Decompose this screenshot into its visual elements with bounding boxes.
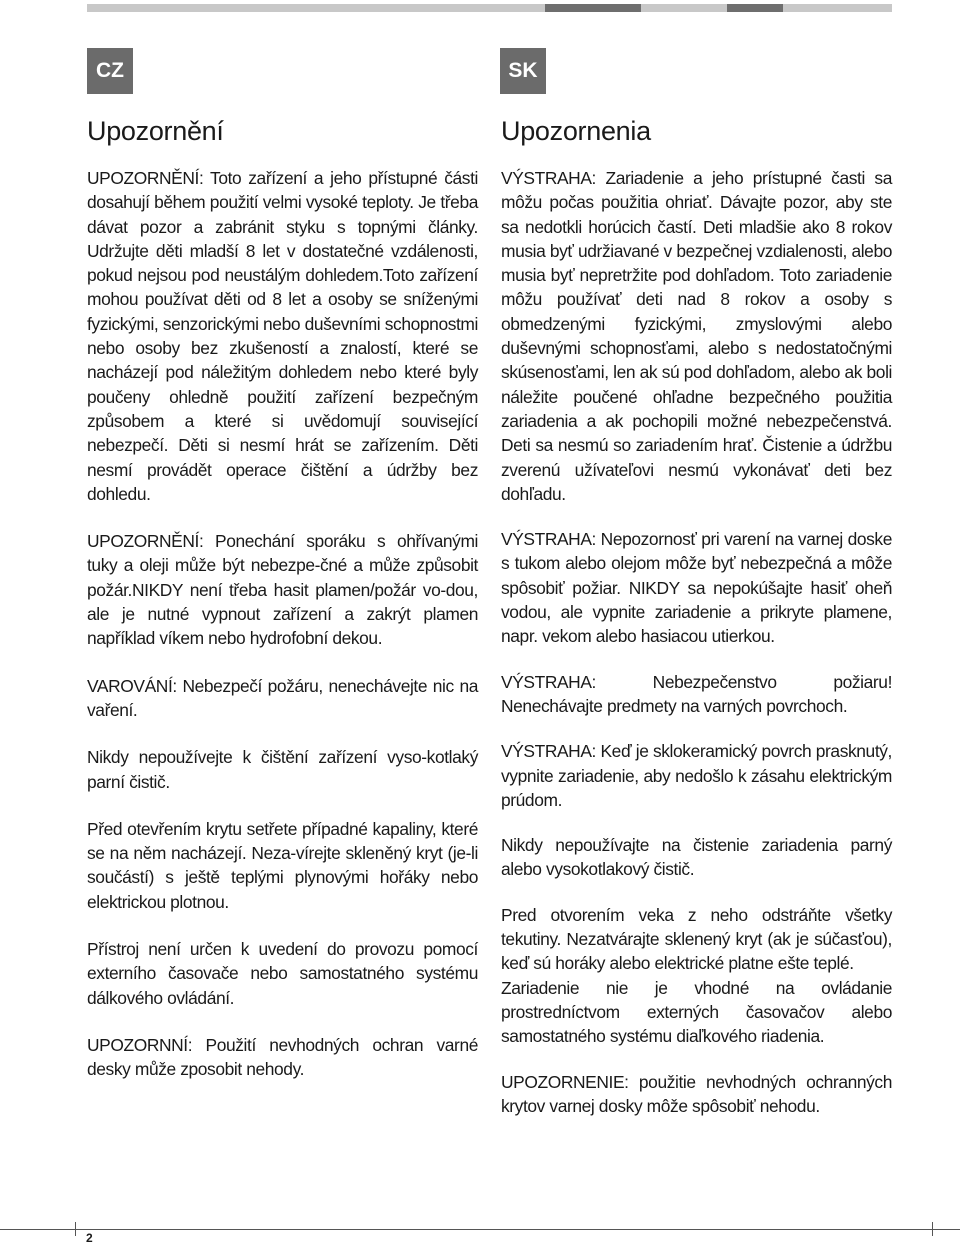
sk-paragraph: VÝSTRAHA: Nepozornosť pri varení na varnej doske s tukom alebo olejom môže byť nebezpečná a môže spôsobiť požiar. NIKDY sa nepokúšajte hasiť oheň vodou, ale vypnite zariadenie a prikryte plamene, napr. vekom alebo hasiacou utierkou. — [501, 529, 892, 647]
page-number: 2 — [86, 1231, 93, 1245]
sk-paragraph: UPOZORNENIE: použitie nevhodných ochranných krytov varnej dosky môže spôsobiť nehodu. — [501, 1071, 892, 1116]
footer-rule — [0, 1229, 960, 1230]
cz-paragraph: Přístroj není určen k uvedení do provozu pomocí externího časovače nebo samostatného systému dálkového ovládání. — [87, 939, 478, 1008]
cz-paragraph: VAROVÁNÍ: Nebezpečí požáru, nenechávejte nic na vaření. — [87, 675, 478, 720]
top-bar-segment — [641, 4, 727, 12]
crop-mark — [75, 1222, 76, 1236]
cz-section-title: Upozornění — [87, 116, 224, 146]
cz-paragraph: Před otevřením krytu setřete případné kapaliny, které se na něm nacházejí. Neza-vírejte skleněný kryt (je-li součástí) s ještě teplými plynovými hořáky nebo elektrickou plotnou. — [87, 818, 478, 912]
top-bar-segment — [783, 4, 892, 12]
top-bar-segment — [727, 4, 783, 12]
crop-mark — [932, 1222, 933, 1236]
sk-paragraph: VÝSTRAHA: Nebezpečenstvo požiaru! Nenechávajte predmety na varných povrchoch. — [501, 671, 892, 716]
top-bar-segment — [545, 4, 641, 12]
sk-paragraph: VÝSTRAHA: Keď je sklokeramický povrch prasknutý, vypnite zariadenie, aby nedošlo k zásahu elektrickým prúdom. — [501, 741, 892, 810]
sk-paragraph: Nikdy nepoužívajte na čistenie zariadenia parný alebo vysokotlakový čistič. — [501, 835, 892, 880]
cz-column — [87, 114, 478, 1082]
top-bar-segment — [87, 4, 545, 12]
top-decorative-bar — [87, 4, 892, 12]
cz-language-badge: CZ — [87, 48, 133, 94]
cz-paragraph: UPOZORNĚNÍ: Toto zařízení a jeho přístupné části dosahují během použití velmi vysoké teploty. Je třeba dávat pozor a zabránit styku s topnými články. Udržujte děti mladší 8 let v dostatečné vzdálenosti, pokud nejsou pod neustálým dohledem.Toto zařízení mohou používat děti od 8 let a osoby se sníženými fyzickými, senzorickými nebo duševními schopnostmi nebo osoby bez zkušeností a znalostí, které se nacházejí pod náležitým dohledem nebo které byly poučeny ohledně použití zařízení bezpečným způsobem a které si uvědomují související nebezpečí. Děti si nesmí hrát se zařízením. Děti nesmí provádět operace čištění a údržby bez dohledu. — [87, 168, 478, 504]
cz-paragraph: UPOZORNNÍ: Použití nevhodných ochran varné desky může zposobit nehody. — [87, 1034, 478, 1080]
sk-paragraph: VÝSTRAHA: Zariadenie a jeho prístupné časti sa môžu počas použitia ohriať. Dávajte pozor, aby ste sa nedotkli horúcich častí. Deti mladšie ako 8 rokov musia byť udržiavané v bezpečnej vzdialenosti, alebo musia byť nepretržite pod dohľadom. Toto zariadenie môžu používať deti nad 8 rokov a osoby s obmedzenými fyzickými, zmyslovými alebo duševnými schopnosťami, alebo s nedostatočnými skúsenosťami, len ak sú pod dohľadom, alebo ak boli náležite poučené ohľadne bezpečného použitia zariadenia a ak pochopili možné nebezpečenstvá. Deti sa nesmú so zariadením hrať. Čistenie a údržbu zverenú užívateľovi nesmú vykonávať deti bez dohľadu. — [501, 168, 892, 504]
cz-paragraph: UPOZORNĚNÍ: Ponechání sporáku s ohřívanými tuky a oleji může být nebezpe-čné a může způsobit požár.NIKDY není třeba hasit plamen/požár vo-dou, ale je nutné vypnout zařízení a zakrýt plamen například víkem nebo hydrofobní dekou. — [87, 531, 478, 649]
sk-language-badge: SK — [500, 48, 546, 94]
sk-paragraph: Pred otvorením veka z neho odstráňte všetky tekutiny. Nezatvárajte sklenený kryt (ak je súčasťou), keď sú horáky alebo elektrické platne ešte teplé. Zariadenie nie je vhodné na ovládanie prostredníctvom externých časovačov alebo samostatného systému diaľkového riadenia. — [501, 904, 892, 1047]
cz-paragraph: Nikdy nepoužívejte k čištění zařízení vyso-kotlaký parní čistič. — [87, 747, 478, 792]
sk-column — [501, 114, 892, 1118]
sk-section-title: Upozornenia — [501, 116, 651, 146]
